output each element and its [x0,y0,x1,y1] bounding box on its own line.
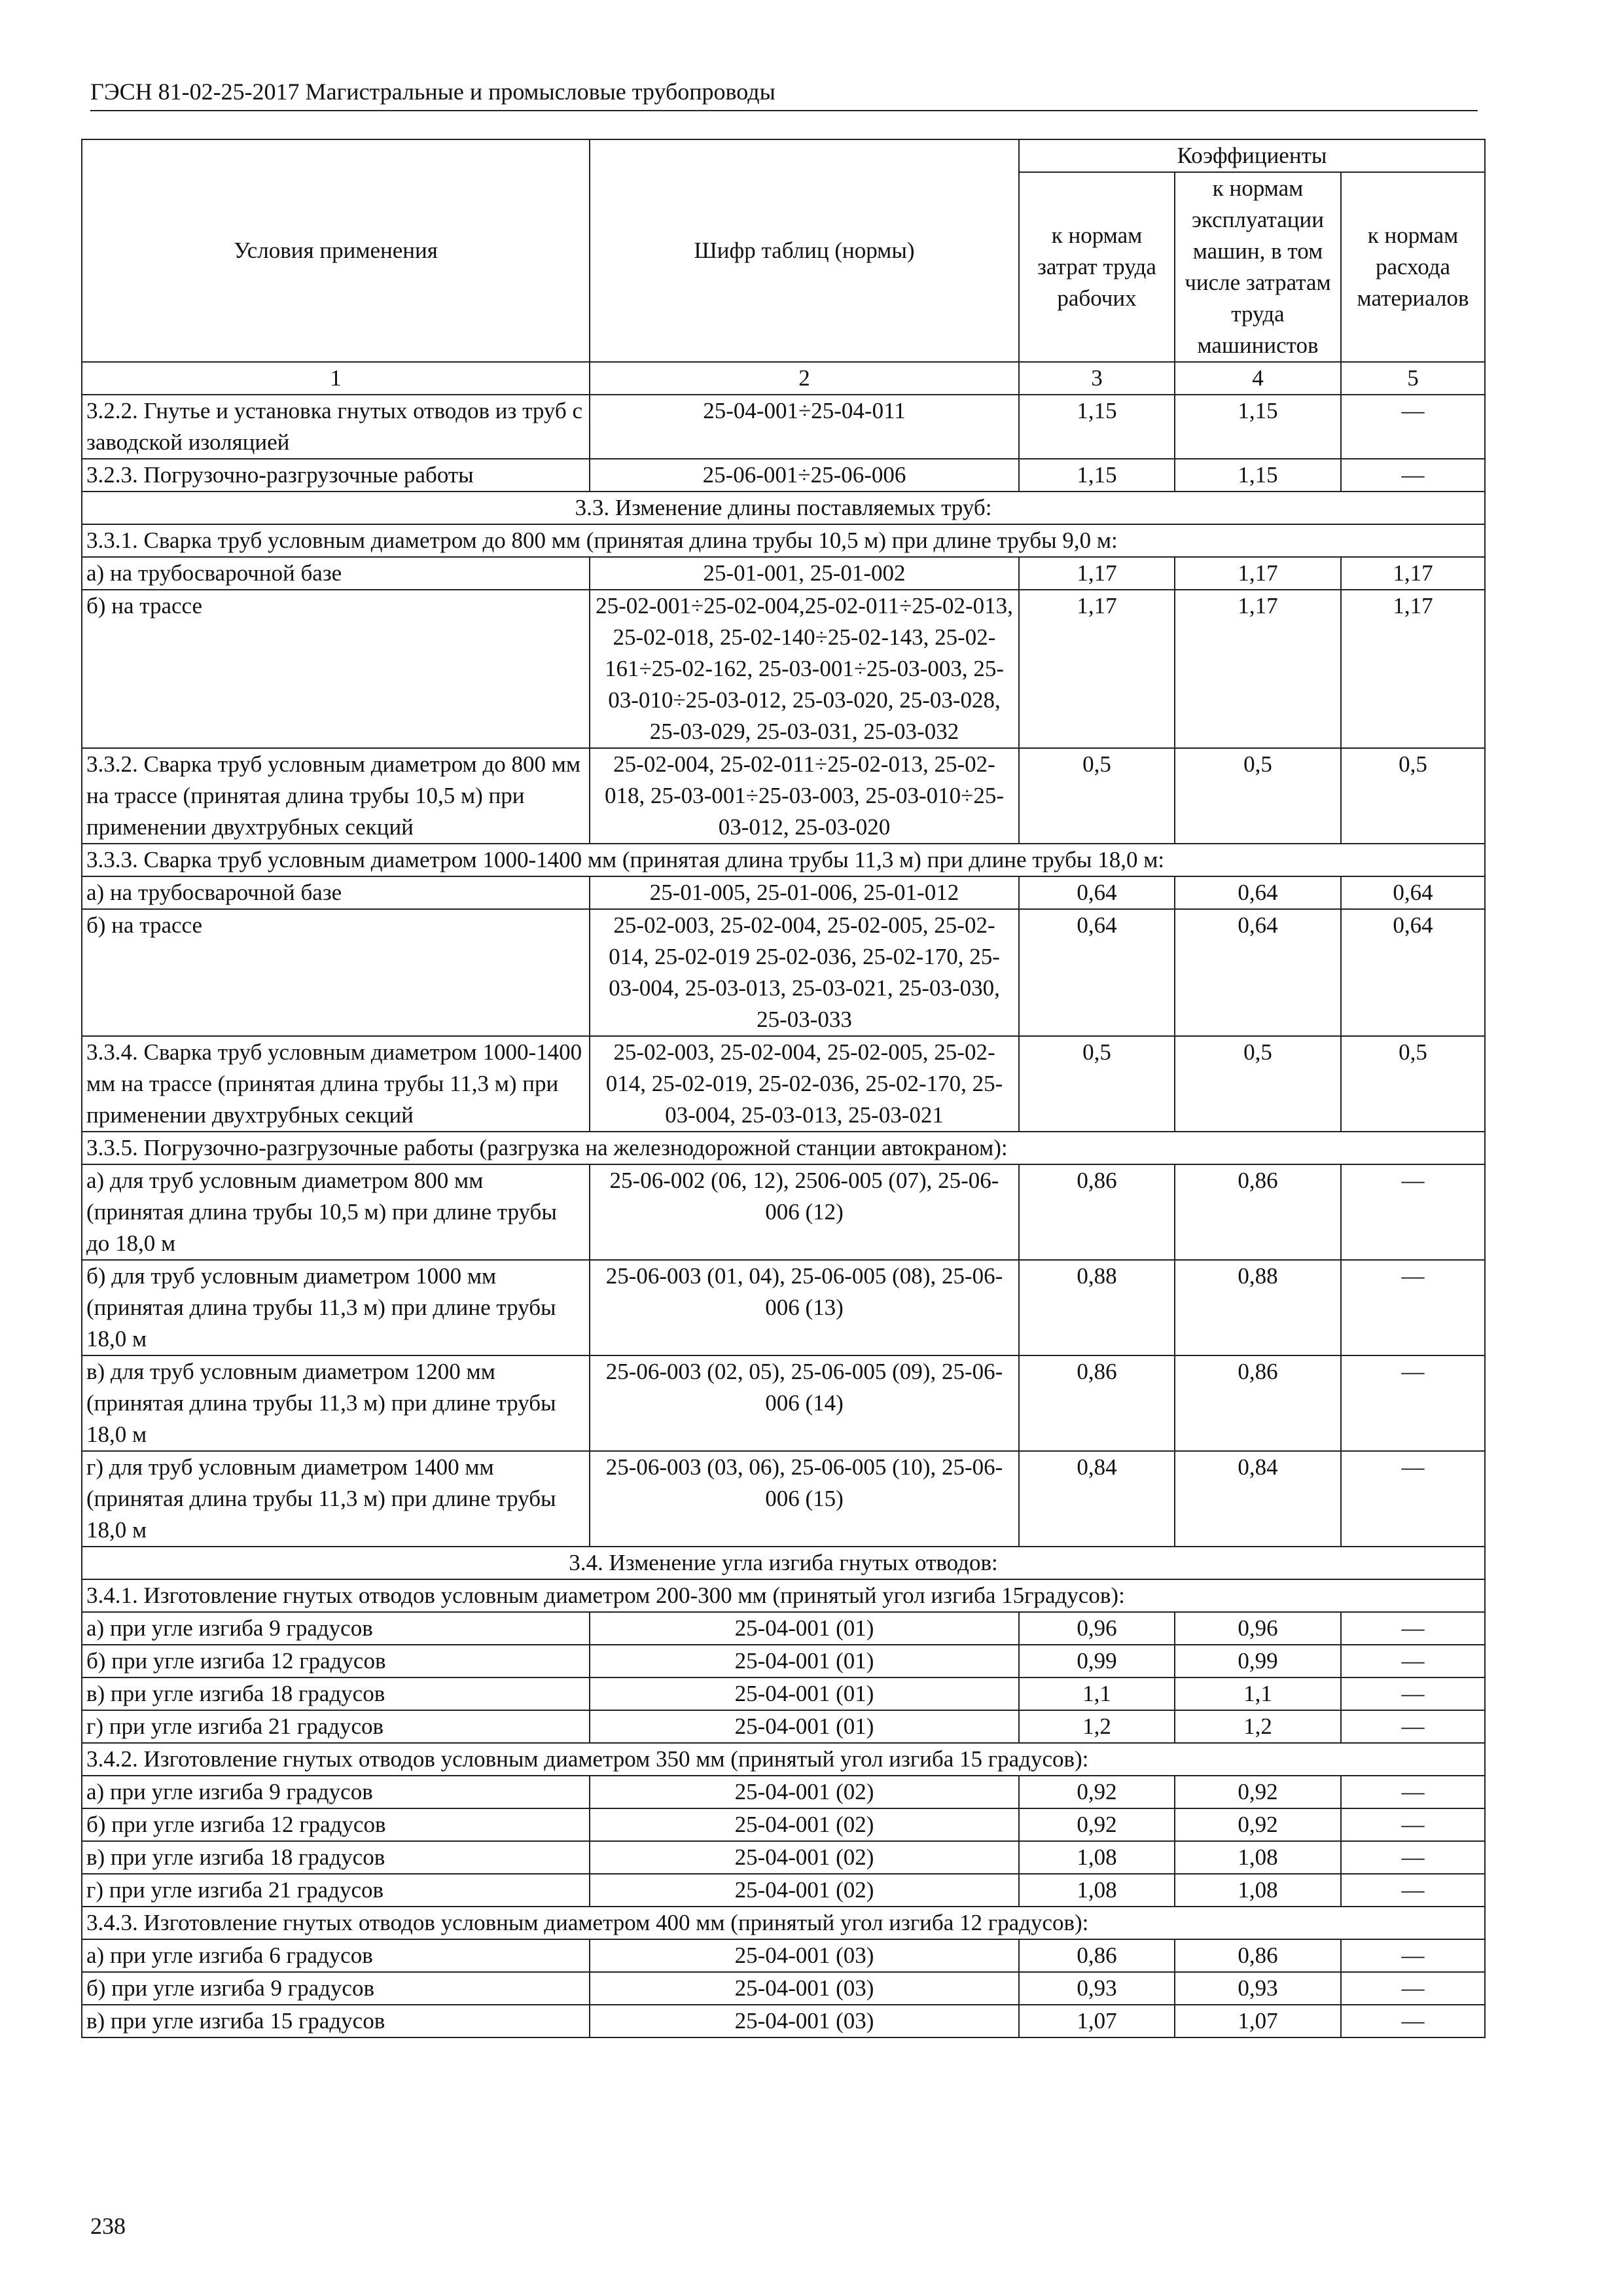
col-labor-header: к нормам затрат труда рабочих [1019,172,1175,362]
col-materials-header: к нормам расхода материалов [1341,172,1485,362]
machines-coef-cell: 0,86 [1175,1164,1341,1260]
condition-cell: б) при угле изгиба 12 градусов [82,1808,590,1841]
materials-coef-cell: — [1341,1874,1485,1907]
materials-coef-cell: — [1341,1612,1485,1645]
code-cell: 25-06-003 (01, 04), 25-06-005 (08), 25-06-006 (13) [590,1260,1019,1355]
condition-cell: в) при угле изгиба 18 градусов [82,1841,590,1874]
condition-cell: в) для труб условным диаметром 1200 мм (принятая длина трубы 11,3 м) при длине трубы 18,0 м [82,1355,590,1451]
table-row [82,1164,1485,1260]
labor-coef-cell: 0,99 [1019,1645,1175,1677]
code-cell: 25-06-002 (06, 12), 2506-005 (07), 25-06-006 (12) [590,1164,1019,1260]
table-row [82,459,1485,492]
table-row [82,1612,1485,1645]
page-header: ГЭСН 81-02-25-2017 Магистральные и промысловые трубопроводы [90,77,1478,111]
section-row [82,492,1485,524]
condition-cell: г) для труб условным диаметром 1400 мм (принятая длина трубы 11,3 м) при длине трубы 18,0 м [82,1451,590,1547]
labor-coef-cell: 0,96 [1019,1612,1175,1645]
labor-coef-cell: 0,86 [1019,1355,1175,1451]
labor-coef-cell: 1,08 [1019,1874,1175,1907]
labor-coef-cell: 0,64 [1019,876,1175,909]
code-cell: 25-06-003 (03, 06), 25-06-005 (10), 25-06-006 (15) [590,1451,1019,1547]
col-machines-header: к нормам эксплуатации машин, в том числе затратам труда машинистов [1175,172,1341,362]
condition-cell: б) для труб условным диаметром 1000 мм (принятая длина трубы 11,3 м) при длине трубы 18,0 м [82,1260,590,1355]
machines-coef-cell: 1,08 [1175,1841,1341,1874]
code-cell: 25-04-001 (01) [590,1612,1019,1645]
table-row [82,1939,1485,1972]
table-row [82,1841,1485,1874]
code-cell: 25-04-001 (02) [590,1808,1019,1841]
materials-coef-cell: 0,5 [1341,748,1485,844]
materials-coef-cell: — [1341,395,1485,459]
machines-coef-cell: 0,96 [1175,1612,1341,1645]
table-row [82,1972,1485,2005]
machines-coef-cell: 1,17 [1175,590,1341,748]
condition-cell: в) при угле изгиба 18 градусов [82,1677,590,1710]
labor-coef-cell: 0,92 [1019,1808,1175,1841]
machines-coef-cell: 0,86 [1175,1939,1341,1972]
materials-coef-cell: — [1341,2005,1485,2037]
column-number: 4 [1175,362,1341,395]
page-number: 238 [90,2213,126,2239]
table-row [82,1776,1485,1808]
code-cell: 25-01-001, 25-01-002 [590,557,1019,590]
condition-cell: 3.2.3. Погрузочно-разгрузочные работы [82,459,590,492]
table-row [82,1710,1485,1743]
materials-coef-cell: 0,64 [1341,909,1485,1036]
coefficients-table [81,139,1486,2038]
subsection-title: 3.4.2. Изготовление гнутых отводов условным диаметром 350 мм (принятый угол изгиба 15 градусов): [82,1743,1485,1776]
materials-coef-cell: — [1341,1451,1485,1547]
machines-coef-cell: 0,64 [1175,876,1341,909]
labor-coef-cell: 1,17 [1019,590,1175,748]
condition-cell: б) на трассе [82,590,590,748]
subsection-row [82,844,1485,876]
machines-coef-cell: 0,99 [1175,1645,1341,1677]
labor-coef-cell: 1,15 [1019,395,1175,459]
section-title: 3.3. Изменение длины поставляемых труб: [82,492,1485,524]
machines-coef-cell: 0,64 [1175,909,1341,1036]
code-cell: 25-06-001÷25-06-006 [590,459,1019,492]
materials-coef-cell: — [1341,1164,1485,1260]
materials-coef-cell: 0,64 [1341,876,1485,909]
subsection-row [82,1579,1485,1612]
table-row [82,590,1485,748]
labor-coef-cell: 0,88 [1019,1260,1175,1355]
table-row [82,748,1485,844]
condition-cell: б) на трассе [82,909,590,1036]
labor-coef-cell: 1,07 [1019,2005,1175,2037]
labor-coef-cell: 0,93 [1019,1972,1175,2005]
materials-coef-cell: — [1341,1776,1485,1808]
machines-coef-cell: 0,86 [1175,1355,1341,1451]
machines-coef-cell: 0,93 [1175,1972,1341,2005]
labor-coef-cell: 0,64 [1019,909,1175,1036]
table-row [82,1677,1485,1710]
column-number: 3 [1019,362,1175,395]
table-row [82,909,1485,1036]
subsection-row [82,1132,1485,1164]
table-row [82,395,1485,459]
machines-coef-cell: 1,15 [1175,459,1341,492]
table-row [82,876,1485,909]
condition-cell: а) на трубосварочной базе [82,557,590,590]
machines-coef-cell: 1,1 [1175,1677,1341,1710]
machines-coef-cell: 0,5 [1175,1036,1341,1132]
materials-coef-cell: 1,17 [1341,557,1485,590]
column-number: 1 [82,362,590,395]
code-cell: 25-04-001 (03) [590,1972,1019,2005]
subsection-title: 3.4.1. Изготовление гнутых отводов условным диаметром 200-300 мм (принятый угол изгиба 15градусов): [82,1579,1485,1612]
subsection-row [82,1907,1485,1939]
code-cell: 25-04-001÷25-04-011 [590,395,1019,459]
table-body [82,395,1485,2037]
machines-coef-cell: 1,15 [1175,395,1341,459]
machines-coef-cell: 0,88 [1175,1260,1341,1355]
subsection-title: 3.4.3. Изготовление гнутых отводов условным диаметром 400 мм (принятый угол изгиба 12 градусов): [82,1907,1485,1939]
machines-coef-cell: 1,08 [1175,1874,1341,1907]
condition-cell: 3.3.2. Сварка труб условным диаметром до 800 мм на трассе (принятая длина трубы 10,5 м) при применении двухтрубных секций [82,748,590,844]
condition-cell: а) на трубосварочной базе [82,876,590,909]
labor-coef-cell: 0,86 [1019,1939,1175,1972]
machines-coef-cell: 0,5 [1175,748,1341,844]
condition-cell: а) при угле изгиба 9 градусов [82,1612,590,1645]
code-cell: 25-04-001 (02) [590,1874,1019,1907]
labor-coef-cell: 1,08 [1019,1841,1175,1874]
condition-cell: б) при угле изгиба 12 градусов [82,1645,590,1677]
col-code-header: Шифр таблиц (нормы) [590,139,1019,362]
materials-coef-cell: — [1341,1939,1485,1972]
code-cell: 25-04-001 (01) [590,1645,1019,1677]
code-cell: 25-06-003 (02, 05), 25-06-005 (09), 25-06-006 (14) [590,1355,1019,1451]
subsection-row [82,1743,1485,1776]
materials-coef-cell: — [1341,1808,1485,1841]
code-cell: 25-04-001 (02) [590,1841,1019,1874]
subsection-row [82,524,1485,557]
code-cell: 25-04-001 (02) [590,1776,1019,1808]
code-cell: 25-01-005, 25-01-006, 25-01-012 [590,876,1019,909]
machines-coef-cell: 1,2 [1175,1710,1341,1743]
condition-cell: а) при угле изгиба 9 градусов [82,1776,590,1808]
section-title: 3.4. Изменение угла изгиба гнутых отводов: [82,1547,1485,1579]
code-cell: 25-02-003, 25-02-004, 25-02-005, 25-02-014, 25-02-019, 25-02-036, 25-02-170, 25-03-004, 25-03-013, 25-03-021 [590,1036,1019,1132]
table-row [82,2005,1485,2037]
column-numbers-row [82,362,1485,395]
machines-coef-cell: 0,92 [1175,1776,1341,1808]
code-cell: 25-02-003, 25-02-004, 25-02-005, 25-02-014, 25-02-019 25-02-036, 25-02-170, 25-03-004, 25-03-013, 25-03-021, 25-03-030, 25-03-033 [590,909,1019,1036]
materials-coef-cell: — [1341,1710,1485,1743]
materials-coef-cell: — [1341,1677,1485,1710]
subsection-title: 3.3.1. Сварка труб условным диаметром до 800 мм (принятая длина трубы 10,5 м) при длине трубы 9,0 м: [82,524,1485,557]
subsection-title: 3.3.3. Сварка труб условным диаметром 1000-1400 мм (принятая длина трубы 11,3 м) при длине трубы 18,0 м: [82,844,1485,876]
labor-coef-cell: 0,92 [1019,1776,1175,1808]
table-row [82,1451,1485,1547]
labor-coef-cell: 0,5 [1019,1036,1175,1132]
column-number: 5 [1341,362,1485,395]
materials-coef-cell: — [1341,459,1485,492]
condition-cell: 3.2.2. Гнутье и установка гнутых отводов из труб с заводской изоляцией [82,395,590,459]
materials-coef-cell: — [1341,1260,1485,1355]
materials-coef-cell: — [1341,1355,1485,1451]
labor-coef-cell: 0,86 [1019,1164,1175,1260]
condition-cell: г) при угле изгиба 21 градусов [82,1710,590,1743]
table-row [82,1874,1485,1907]
subsection-title: 3.3.5. Погрузочно-разгрузочные работы (разгрузка на железнодорожной станции автокраном): [82,1132,1485,1164]
machines-coef-cell: 0,92 [1175,1808,1341,1841]
code-cell: 25-04-001 (01) [590,1677,1019,1710]
table-row [82,1645,1485,1677]
table-row [82,1260,1485,1355]
materials-coef-cell: — [1341,1841,1485,1874]
labor-coef-cell: 0,5 [1019,748,1175,844]
section-row [82,1547,1485,1579]
condition-cell: 3.3.4. Сварка труб условным диаметром 1000-1400 мм на трассе (принятая длина трубы 11,3 м) при применении двухтрубных секций [82,1036,590,1132]
labor-coef-cell: 1,2 [1019,1710,1175,1743]
materials-coef-cell: 1,17 [1341,590,1485,748]
code-cell: 25-04-001 (01) [590,1710,1019,1743]
machines-coef-cell: 0,84 [1175,1451,1341,1547]
condition-cell: б) при угле изгиба 9 градусов [82,1972,590,2005]
table-row [82,1808,1485,1841]
machines-coef-cell: 1,17 [1175,557,1341,590]
machines-coef-cell: 1,07 [1175,2005,1341,2037]
code-cell: 25-04-001 (03) [590,1939,1019,1972]
column-number: 2 [590,362,1019,395]
table-row [82,1355,1485,1451]
condition-cell: в) при угле изгиба 15 градусов [82,2005,590,2037]
materials-coef-cell: — [1341,1645,1485,1677]
code-cell: 25-02-004, 25-02-011÷25-02-013, 25-02-018, 25-03-001÷25-03-003, 25-03-010÷25-03-012, 25-03-020 [590,748,1019,844]
coefficients-header: Коэффициенты [1019,139,1485,172]
materials-coef-cell: — [1341,1972,1485,2005]
materials-coef-cell: 0,5 [1341,1036,1485,1132]
col-conditions-header: Условия применения [82,139,590,362]
labor-coef-cell: 0,84 [1019,1451,1175,1547]
condition-cell: а) при угле изгиба 6 градусов [82,1939,590,1972]
table-row [82,557,1485,590]
condition-cell: а) для труб условным диаметром 800 мм (принятая длина трубы 10,5 м) при длине трубы до 18,0 м [82,1164,590,1260]
condition-cell: г) при угле изгиба 21 градусов [82,1874,590,1907]
table-row [82,1036,1485,1132]
labor-coef-cell: 1,17 [1019,557,1175,590]
labor-coef-cell: 1,15 [1019,459,1175,492]
code-cell: 25-02-001÷25-02-004,25-02-011÷25-02-013, 25-02-018, 25-02-140÷25-02-143, 25-02-161÷25-02-162, 25-03-001÷25-03-003, 25-03-010÷25-03-012, 25-03-020, 25-03-028, 25-03-029, 25-03-031, 25-03-032 [590,590,1019,748]
code-cell: 25-04-001 (03) [590,2005,1019,2037]
labor-coef-cell: 1,1 [1019,1677,1175,1710]
